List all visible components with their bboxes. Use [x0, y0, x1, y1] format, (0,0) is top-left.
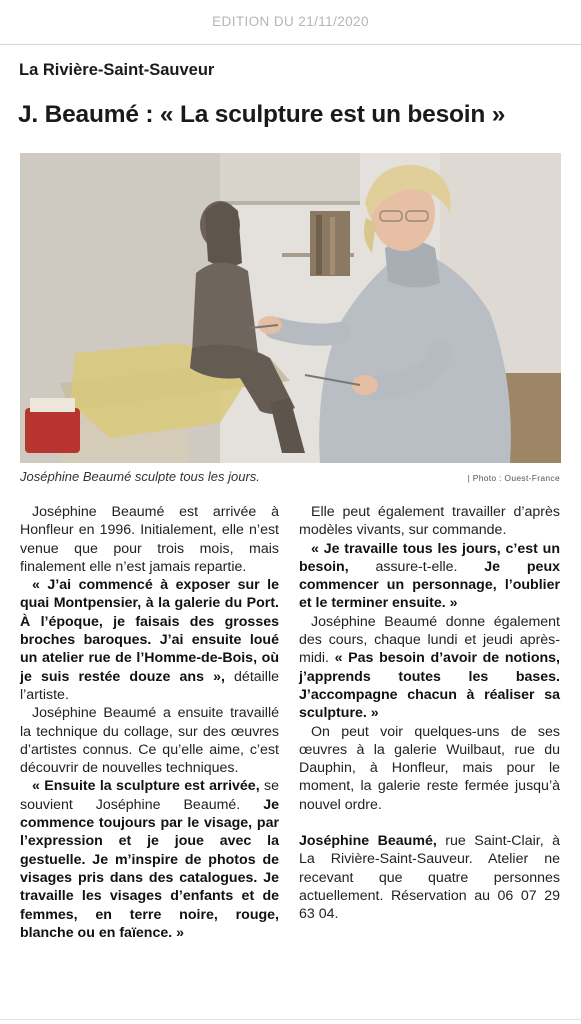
- paragraph-intro: Joséphine Beaumé est arrivée à Honfleur en 1996. Initialement, elle n’est venue que pour trois mois, mais finalement elle n’est jamais repartie.: [20, 504, 279, 575]
- article-headline: J. Beaumé : « La sculpture est un besoin »: [18, 101, 506, 128]
- section-kicker: La Rivière-Saint-Sauveur: [19, 61, 215, 79]
- article-column-right: [299, 503, 560, 924]
- paragraph-courses: Joséphine Beaumé donne également des cours, chaque lundi et jeudi après-midi. « Pas besoin d’avoir de notions, j’apprends toutes les bases. J’accompagne chacun à réaliser sa sculpture. »: [299, 613, 560, 722]
- paragraph-gallery: On peut voir quelques-uns de ses œuvres à la galerie Wuilbaut, rue du Dauphin, à Honfleur, mais pour le moment, la galerie reste fermée jusqu’à nouvel ordre.: [299, 723, 560, 813]
- paragraph-collage: Joséphine Beaumé a ensuite travaillé la technique du collage, sur des œuvres d’artistes connus. Ce qu’elle aime, c’est découvrir de nouvelles techniques.: [20, 705, 279, 777]
- article-photo: [20, 153, 561, 463]
- edition-date: EDITION DU 21/11/2020: [212, 14, 369, 29]
- practical-info: Joséphine Beaumé, rue Saint-Clair, à La Rivière-Saint-Sauveur. Atelier ne recevant que quatre personnes actuellement. Réservation au 06 07 29 63 04.: [299, 833, 560, 923]
- header-divider: [0, 44, 581, 45]
- paragraph-commissions: Elle peut également travailler d’après modèles vivants, sur commande.: [299, 504, 560, 539]
- photo-credit: | Photo : Ouest-France: [467, 473, 560, 483]
- paragraph-quote-3: « Je travaille tous les jours, c’est un besoin, assure-t-elle. Je peux commencer un personnage, l’oublier et le terminer ensuite. »: [299, 540, 560, 612]
- footer-divider: [0, 1019, 581, 1020]
- paragraph-quote-2: « Ensuite la sculpture est arrivée, se souvient Joséphine Beaumé. Je commence toujours par le visage, par l’expression et je joue avec la gestuelle. Je m’inspire de photos de visages pris dans des catalogues. Je travaille les visages d’enfants et de femmes, en terre noire, rouge, blanche ou en faïence. »: [20, 778, 279, 941]
- photo-caption: Joséphine Beaumé sculpte tous les jours.: [20, 469, 260, 484]
- article-column-left: [20, 503, 279, 942]
- paragraph-quote-1: « J’ai commencé à exposer sur le quai Montpensier, à la galerie du Port. À l’époque, je faisais des grosses broches baroques. J’ai ensuite loué un atelier rue de l’Homme-de-Bois, où je suis restée douze ans », détaille l’artiste.: [20, 577, 280, 703]
